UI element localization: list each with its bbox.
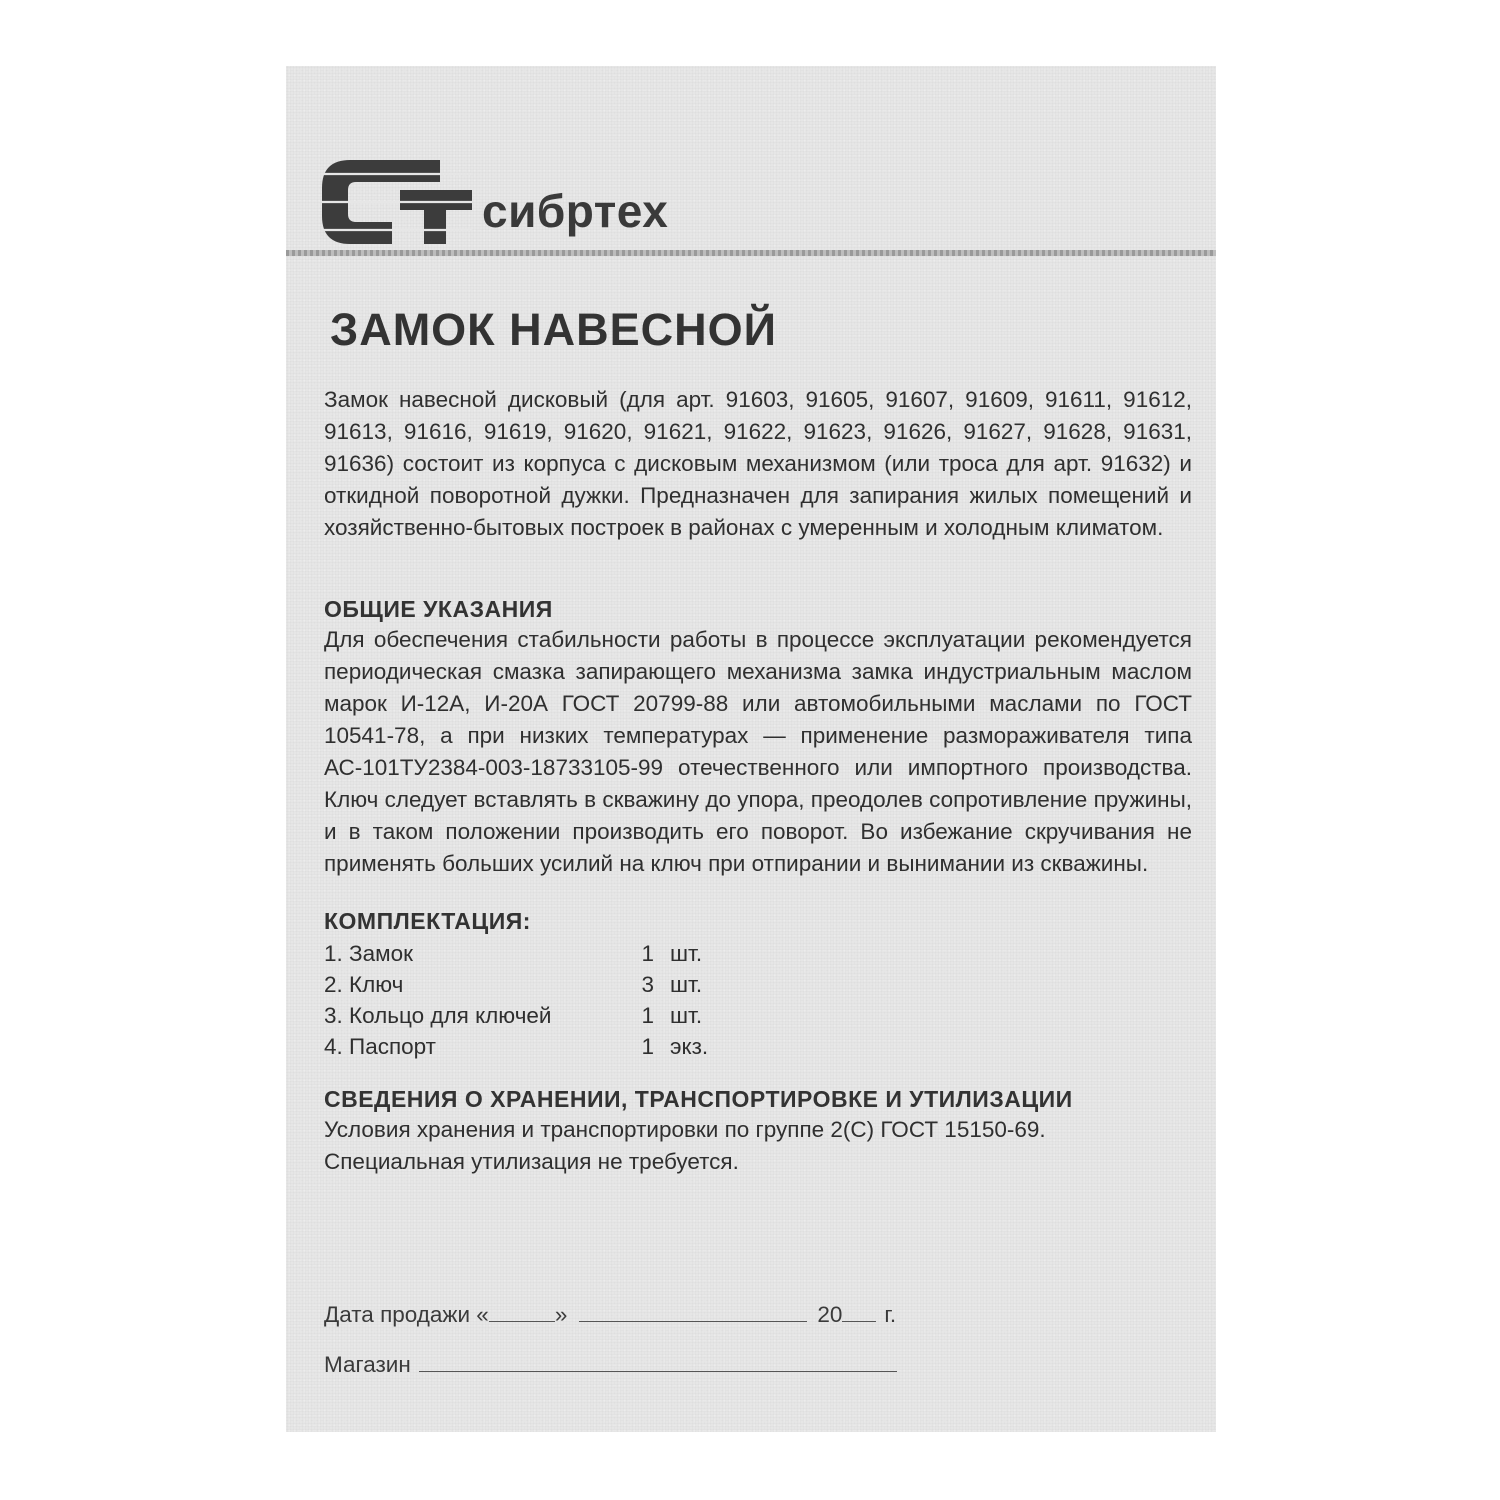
kit-section <box>324 906 1192 1062</box>
sale-month-blank[interactable] <box>579 1301 807 1322</box>
kit-item-name: 1. Замок <box>324 941 413 966</box>
kit-item-qty: 1 <box>641 1034 654 1059</box>
kit-item <box>324 1031 1192 1062</box>
brand-name: сибртех <box>482 185 669 237</box>
storage-line-1: Условия хранения и транспортировки по группе 2(С) ГОСТ 15150-69. <box>324 1117 1046 1142</box>
header <box>286 66 1216 250</box>
kit-item-qty: 1 <box>641 941 654 966</box>
sibrtech-logo-icon <box>322 160 472 244</box>
sale-date-close: » <box>554 1302 568 1327</box>
sale-store-blank[interactable] <box>419 1351 897 1372</box>
sale-day-blank[interactable] <box>489 1301 555 1322</box>
kit-item <box>324 1000 1192 1031</box>
kit-heading: КОМПЛЕКТАЦИЯ: <box>324 908 531 934</box>
sale-date-row <box>324 1301 1184 1351</box>
storage-line-2: Специальная утилизация не требуется. <box>324 1149 739 1174</box>
sale-date-label: Дата продажи « <box>324 1302 489 1327</box>
kit-item-unit: шт. <box>670 1003 703 1028</box>
kit-item-qty: 1 <box>641 1003 654 1028</box>
passport-sheet <box>286 66 1216 1432</box>
sale-section <box>324 1301 1184 1401</box>
sale-store-row <box>324 1351 1184 1401</box>
kit-item <box>324 938 1192 969</box>
kit-item <box>324 969 1192 1000</box>
document-body <box>324 384 1192 1178</box>
kit-item-unit: экз. <box>670 1034 709 1059</box>
header-divider <box>286 250 1216 256</box>
kit-item-name: 4. Паспорт <box>324 1034 436 1059</box>
intro-section <box>324 384 1192 576</box>
kit-item-name: 3. Кольцо для ключей <box>324 1003 552 1028</box>
sale-year-suffix: г. <box>884 1302 897 1327</box>
kit-list <box>324 938 1192 1062</box>
sale-store-label: Магазин <box>324 1352 411 1377</box>
general-heading: ОБЩИЕ УКАЗАНИЯ <box>324 596 553 622</box>
sale-year-blank[interactable] <box>842 1301 876 1322</box>
general-section <box>324 594 1192 880</box>
document-title: ЗАМОК НАВЕСНОЙ <box>330 304 777 355</box>
storage-heading: СВЕДЕНИЯ О ХРАНЕНИИ, ТРАНСПОРТИРОВКЕ И УТИЛИЗАЦИИ <box>324 1086 1073 1112</box>
kit-item-unit: шт. <box>670 941 703 966</box>
kit-item-qty: 3 <box>641 972 654 997</box>
storage-section <box>324 1084 1192 1178</box>
sale-year-prefix: 20 <box>817 1302 843 1327</box>
kit-item-name: 2. Ключ <box>324 972 404 997</box>
kit-item-unit: шт. <box>670 972 703 997</box>
general-text: Для обеспечения стабильности работы в процессе эксплуатации рекомендуется периодическая смазка запирающего механизма замка индустриальным маслом марок И-12А, И-20А ГОСТ 20799-88 или автомобильными маслами по ГОСТ 10541-78, а при низких температурах — применение размораживателя типа АС-101ТУ2384-003-18733105-99 отечественного или импортного производства. Ключ следует вставлять в скважину до упора, преодолев сопротивление пружины, и в таком положении производить его поворот. Во избежание скручивания не применять больших усилий на ключ при отпирании и вынимании из скважины. <box>324 627 1192 876</box>
intro-text: Замок навесной дисковый (для арт. 91603, 91605, 91607, 91609, 91611, 91612, 91613, 91616, 91619, 91620, 91621, 91622, 91623, 91626, 91627, 91628, 91631, 91636) состоит из корпуса с дисковым механизмом (или троса для арт. 91632) и откидной поворотной дужки. Предназначен для запирания жилых помещений и хозяйственно-бытовых построек в районах с умеренным и холодным климатом. <box>324 387 1192 540</box>
